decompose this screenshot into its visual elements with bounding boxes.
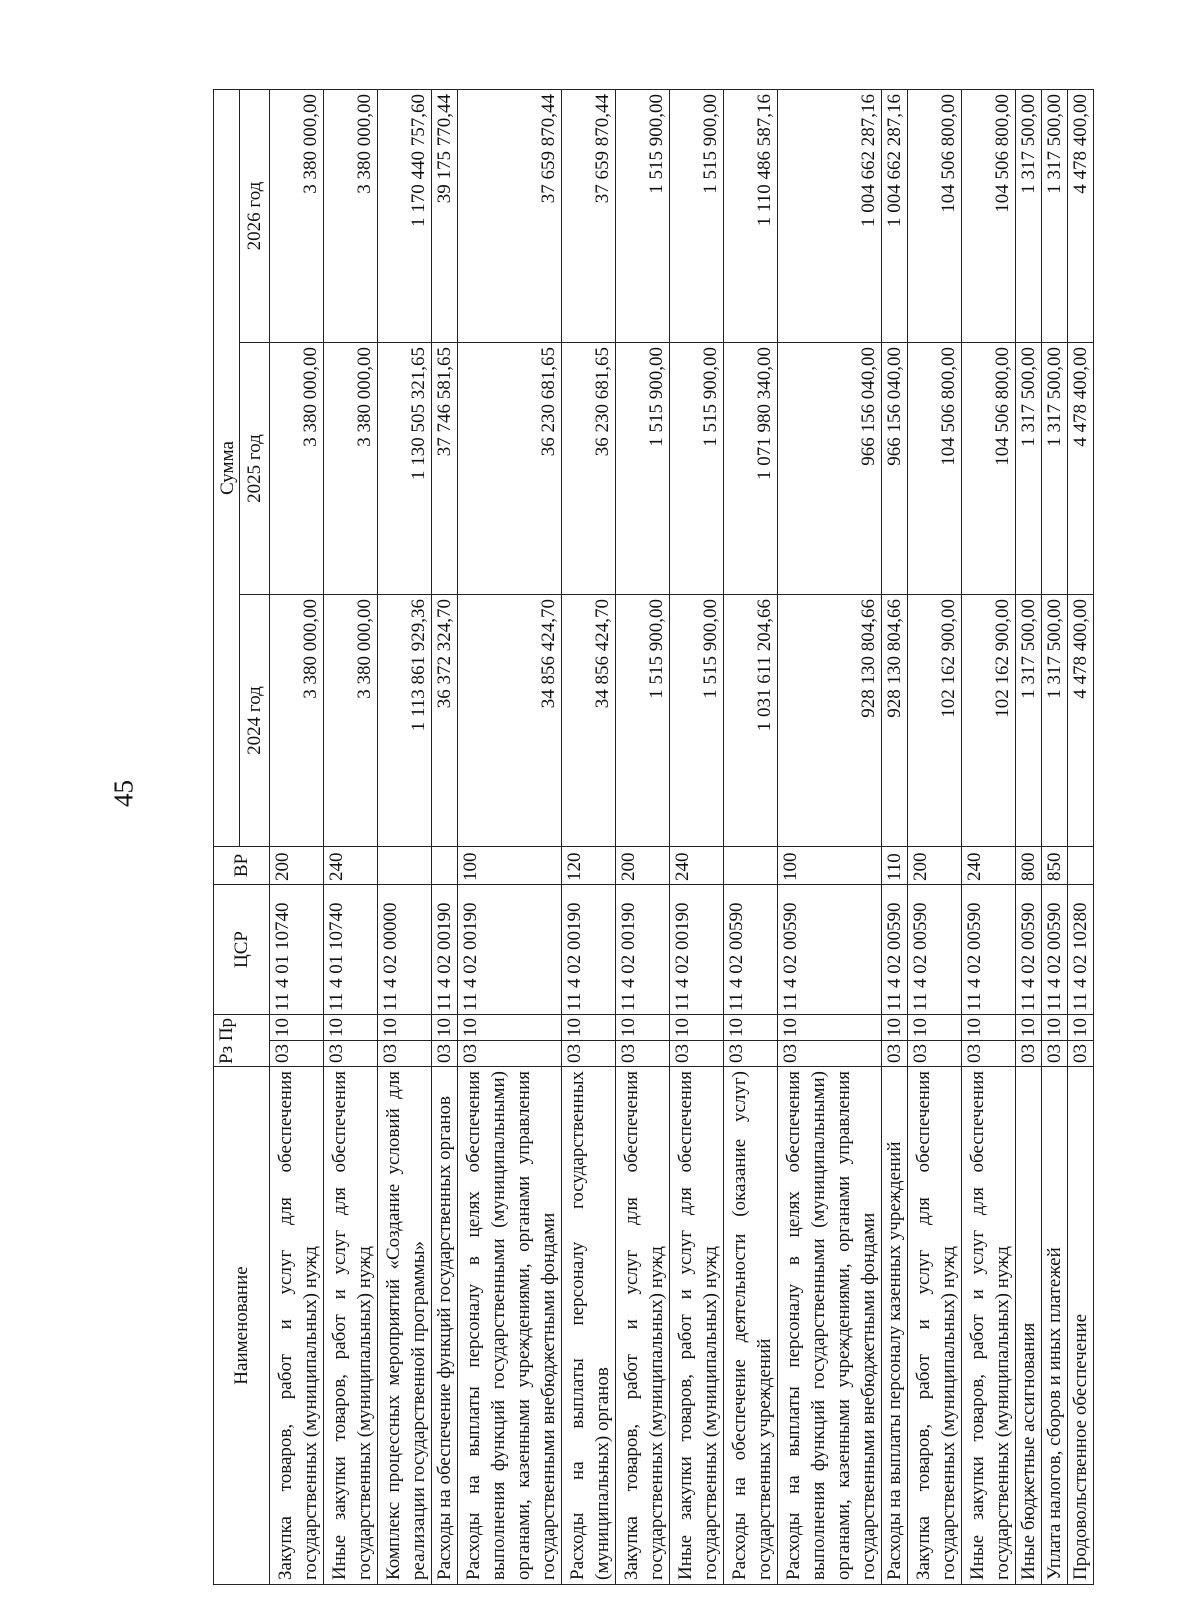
cell-2026: 1 317 500,00 [1042,89,1068,342]
cell-vr [724,846,778,884]
cell-rz: 03 [724,1041,778,1067]
cell-rz: 03 [432,1041,458,1067]
cell-2026: 3 380 000,00 [270,89,324,342]
cell-2024: 928 130 804,66 [882,594,908,846]
cell-2025: 1 317 500,00 [1042,342,1068,594]
cell-pr: 10 [908,1014,962,1040]
cell-vr: 200 [270,846,324,884]
table-row [616,89,670,1584]
cell-name: Расходы на выплаты персоналу казенных учреждений [882,1067,908,1585]
table-row [724,89,778,1584]
cell-csr: 11 4 02 00000 [378,884,432,1014]
cell-name: Расходы на выплаты персоналу государственных (муниципальных) органов [562,1067,616,1585]
cell-pr: 10 [432,1014,458,1040]
cell-csr: 11 4 02 00590 [962,884,1016,1014]
table-row [1016,89,1042,1584]
cell-2024: 1 515 900,00 [670,594,724,846]
cell-rz: 03 [908,1041,962,1067]
cell-2025: 3 380 000,00 [270,342,324,594]
cell-vr: 110 [882,846,908,884]
table-row [324,89,378,1584]
cell-csr: 11 4 02 00590 [1016,884,1042,1014]
cell-pr: 10 [1068,1014,1094,1040]
cell-pr: 10 [324,1014,378,1040]
cell-csr: 11 4 02 00190 [432,884,458,1014]
cell-2024: 34 856 424,70 [458,594,562,846]
cell-2024: 4 478 400,00 [1068,594,1094,846]
cell-name: Закупка товаров, работ и услуг для обеспечения государственных (муниципальных) нужд [270,1067,324,1585]
cell-2026: 104 506 800,00 [962,89,1016,342]
cell-vr [378,846,432,884]
cell-vr: 850 [1042,846,1068,884]
table-row [378,89,432,1584]
cell-name: Расходы на обеспечение деятельности (оказание услуг) государственных учреждений [724,1067,778,1585]
cell-vr: 240 [324,846,378,884]
cell-2025: 104 506 800,00 [962,342,1016,594]
cell-rz: 03 [458,1041,562,1067]
header-vr: ВР [214,846,270,884]
table-row [1042,89,1068,1584]
cell-pr: 10 [882,1014,908,1040]
cell-2025: 4 478 400,00 [1068,342,1094,594]
cell-2024: 1 317 500,00 [1042,594,1068,846]
header-csr: ЦСР [214,884,270,1014]
cell-2025: 1 515 900,00 [616,342,670,594]
cell-2026: 39 175 770,44 [432,89,458,342]
header-year-2025: 2025 год [240,342,270,594]
cell-rz: 03 [670,1041,724,1067]
cell-2026: 1 170 440 757,60 [378,89,432,342]
cell-vr [1068,846,1094,884]
cell-2026: 104 506 800,00 [908,89,962,342]
cell-name: Продовольственное обеспечение [1068,1067,1094,1585]
header-year-2024: 2024 год [240,594,270,846]
budget-table-container [213,90,1093,1585]
cell-rz: 03 [1016,1041,1042,1067]
cell-rz: 03 [1068,1041,1094,1067]
cell-pr: 10 [724,1014,778,1040]
cell-2024: 1 031 611 204,66 [724,594,778,846]
cell-name: Иные закупки товаров, работ и услуг для обеспечения государственных (муниципальных) нужд [670,1067,724,1585]
cell-csr: 11 4 02 00590 [1042,884,1068,1014]
cell-rz: 03 [778,1041,882,1067]
table-row [562,89,616,1584]
cell-rz: 03 [882,1041,908,1067]
cell-2024: 3 380 000,00 [324,594,378,846]
cell-2026: 1 515 900,00 [616,89,670,342]
cell-name: Расходы на обеспечение функций государственных органов [432,1067,458,1585]
cell-name: Иные бюджетные ассигнования [1016,1067,1042,1585]
cell-2024: 3 380 000,00 [270,594,324,846]
cell-2024: 928 130 804,66 [778,594,882,846]
cell-csr: 11 4 02 00590 [882,884,908,1014]
cell-2026: 1 004 662 287,16 [778,89,882,342]
cell-2025: 1 130 505 321,65 [378,342,432,594]
cell-2025: 1 071 980 340,00 [724,342,778,594]
cell-vr: 100 [458,846,562,884]
cell-2026: 3 380 000,00 [324,89,378,342]
cell-2026: 1 004 662 287,16 [882,89,908,342]
table-row [882,89,908,1584]
page-number: 45 [108,780,139,807]
cell-csr: 11 4 02 00590 [724,884,778,1014]
cell-csr: 11 4 02 00190 [670,884,724,1014]
cell-pr: 10 [270,1014,324,1040]
cell-2026: 37 659 870,44 [458,89,562,342]
cell-csr: 11 4 02 00190 [616,884,670,1014]
cell-rz: 03 [616,1041,670,1067]
cell-2026: 37 659 870,44 [562,89,616,342]
cell-vr: 800 [1016,846,1042,884]
table-row [270,89,324,1584]
cell-2026: 4 478 400,00 [1068,89,1094,342]
table-row [962,89,1016,1584]
cell-pr: 10 [616,1014,670,1040]
cell-2025: 3 380 000,00 [324,342,378,594]
cell-vr: 120 [562,846,616,884]
cell-name: Иные закупки товаров, работ и услуг для обеспечения государственных (муниципальных) нужд [324,1067,378,1585]
cell-2025: 966 156 040,00 [882,342,908,594]
cell-csr: 11 4 01 10740 [270,884,324,1014]
cell-2024: 102 162 900,00 [962,594,1016,846]
cell-csr: 11 4 02 10280 [1068,884,1094,1014]
cell-2025: 1 515 900,00 [670,342,724,594]
cell-csr: 11 4 02 00590 [908,884,962,1014]
cell-2025: 36 230 681,65 [562,342,616,594]
cell-pr: 10 [562,1014,616,1040]
cell-rz: 03 [962,1041,1016,1067]
cell-rz: 03 [270,1041,324,1067]
cell-2025: 36 230 681,65 [458,342,562,594]
cell-name: Уплата налогов, сборов и иных платежей [1042,1067,1068,1585]
cell-pr: 10 [670,1014,724,1040]
cell-pr: 10 [458,1014,562,1040]
cell-rz: 03 [324,1041,378,1067]
cell-rz: 03 [378,1041,432,1067]
table-row [432,89,458,1584]
cell-name: Иные закупки товаров, работ и услуг для обеспечения государственных (муниципальных) нужд [962,1067,1016,1585]
budget-table [213,89,1094,1585]
table-row [1068,89,1094,1584]
cell-2024: 36 372 324,70 [432,594,458,846]
cell-pr: 10 [378,1014,432,1040]
cell-2026: 1 317 500,00 [1016,89,1042,342]
cell-2025: 37 746 581,65 [432,342,458,594]
cell-csr: 11 4 02 00190 [562,884,616,1014]
cell-2024: 102 162 900,00 [908,594,962,846]
cell-rz: 03 [1042,1041,1068,1067]
cell-vr: 240 [670,846,724,884]
header-name: Наименование [214,1067,270,1585]
cell-name: Комплекс процессных мероприятий «Создание условий для реализации государственной программы» [378,1067,432,1585]
cell-csr: 11 4 02 00590 [778,884,882,1014]
cell-2026: 1 110 486 587,16 [724,89,778,342]
header-year-2026: 2026 год [240,89,270,342]
cell-2024: 1 515 900,00 [616,594,670,846]
cell-2026: 1 515 900,00 [670,89,724,342]
cell-name: Расходы на выплаты персоналу в целях обеспечения выполнения функций государственными (муниципальными) органами, казенными учреждениями, органами управления государственными внебюджетными фондами [778,1067,882,1585]
header-sum: Сумма [214,89,240,846]
cell-pr: 10 [962,1014,1016,1040]
table-row [908,89,962,1584]
table-row [778,89,882,1584]
cell-vr: 200 [908,846,962,884]
table-row [670,89,724,1584]
cell-vr: 200 [616,846,670,884]
cell-2025: 966 156 040,00 [778,342,882,594]
cell-name: Закупка товаров, работ и услуг для обеспечения государственных (муниципальных) нужд [908,1067,962,1585]
cell-csr: 11 4 02 00190 [458,884,562,1014]
cell-rz: 03 [562,1041,616,1067]
cell-vr [432,846,458,884]
cell-2024: 1 317 500,00 [1016,594,1042,846]
cell-2025: 1 317 500,00 [1016,342,1042,594]
cell-vr: 100 [778,846,882,884]
cell-pr: 10 [1016,1014,1042,1040]
cell-pr: 10 [1042,1014,1068,1040]
cell-2025: 104 506 800,00 [908,342,962,594]
cell-vr: 240 [962,846,1016,884]
cell-name: Закупка товаров, работ и услуг для обеспечения государственных (муниципальных) нужд [616,1067,670,1585]
cell-csr: 11 4 01 10740 [324,884,378,1014]
cell-pr: 10 [778,1014,882,1040]
table-row [458,89,562,1584]
cell-2024: 1 113 861 929,36 [378,594,432,846]
header-rzpr: Рз Пр [214,1014,270,1066]
cell-2024: 34 856 424,70 [562,594,616,846]
cell-name: Расходы на выплаты персоналу в целях обеспечения выполнения функций государственными (муниципальными) органами, казенными учреждениями, органами управления государственными внебюджетными фондами [458,1067,562,1585]
